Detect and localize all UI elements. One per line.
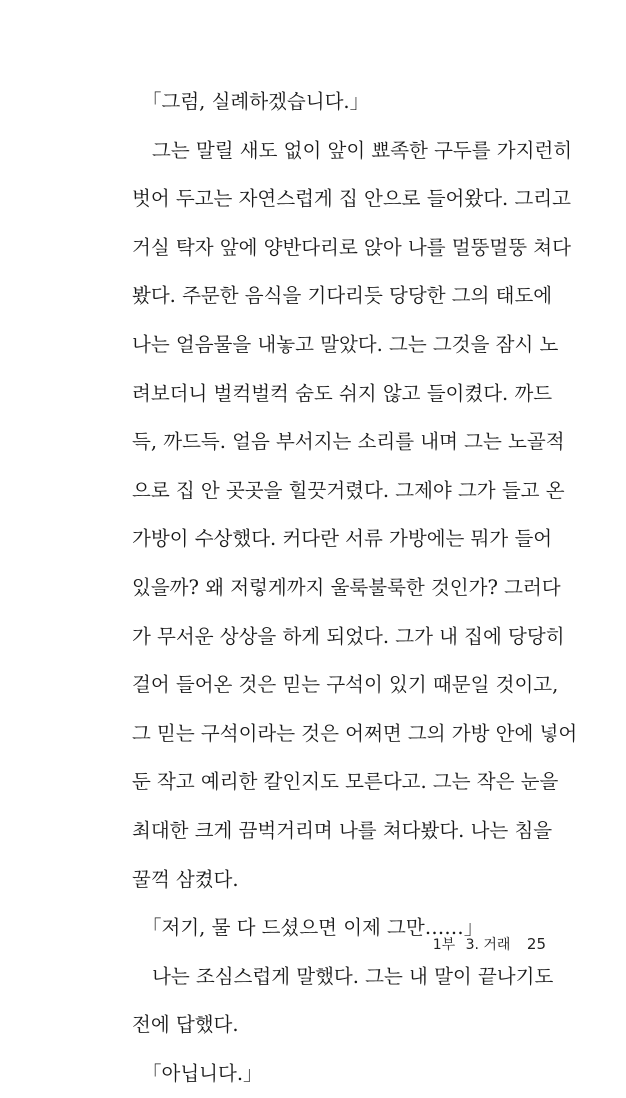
paragraph-line: 봤다. 주문한 음식을 기다리듯 당당한 그의 태도에 xyxy=(132,284,553,308)
dialogue-line: 「저기, 물 다 드셨으면 이제 그만……」 xyxy=(142,916,484,940)
chapter-label: 3. 거래 xyxy=(465,937,511,953)
paragraph-line: 둔 작고 예리한 칼인지도 모른다고. 그는 작은 눈을 xyxy=(132,770,559,794)
paragraph-line: 가방이 수상했다. 커다란 서류 가방에는 뭐가 들어 xyxy=(132,527,553,551)
dialogue-line: 「아닙니다.」 xyxy=(142,1061,263,1085)
paragraph-line: 꿀꺽 삼켰다. xyxy=(132,867,239,891)
paragraph-line: 벗어 두고는 자연스럽게 집 안으로 들어왔다. 그리고 xyxy=(132,187,571,211)
dialogue-line: 「그럼, 실례하겠습니다.」 xyxy=(142,90,370,113)
paragraph-line: 나는 조심스럽게 말했다. 그는 내 말이 끝나기도 xyxy=(152,964,554,988)
paragraph-line: 거실 탁자 앞에 양반다리로 앉아 나를 멀뚱멀뚱 쳐다 xyxy=(132,235,571,259)
paragraph-line: 득, 까드득. 얼음 부서지는 소리를 내며 그는 노골적 xyxy=(132,430,565,454)
paragraph-line: 그는 말릴 새도 없이 앞이 뾰족한 구두를 가지런히 xyxy=(152,138,573,162)
paragraph-line: 있을까? 왜 저렇게까지 울룩불룩한 것인가? 그러다 xyxy=(132,575,561,599)
page-number: 25 xyxy=(526,935,546,953)
paragraph-line: 으로 집 안 곳곳을 힐끗거렸다. 그제야 그가 들고 온 xyxy=(132,478,565,502)
paragraph-line: 걸어 들어온 것은 믿는 구석이 있기 때문일 것이고, xyxy=(132,673,559,697)
paragraph-line: 전에 답했다. xyxy=(132,1013,239,1037)
paragraph-line: 려보더니 벌컥벌컥 숨도 쉬지 않고 들이켰다. 까드 xyxy=(132,381,553,405)
page-footer xyxy=(427,934,546,954)
part-label: 1부 xyxy=(432,937,456,953)
paragraph-line: 나는 얼음물을 내놓고 말았다. 그는 그것을 잠시 노 xyxy=(132,332,559,356)
paragraph-line: 그 믿는 구석이라는 것은 어쩌면 그의 가방 안에 넣어 xyxy=(132,721,578,745)
paragraph-line: 가 무서운 상상을 하게 되었다. 그가 내 집에 당당히 xyxy=(132,624,565,648)
paragraph-line: 최대한 크게 끔벅거리며 나를 쳐다봤다. 나는 침을 xyxy=(132,818,553,842)
